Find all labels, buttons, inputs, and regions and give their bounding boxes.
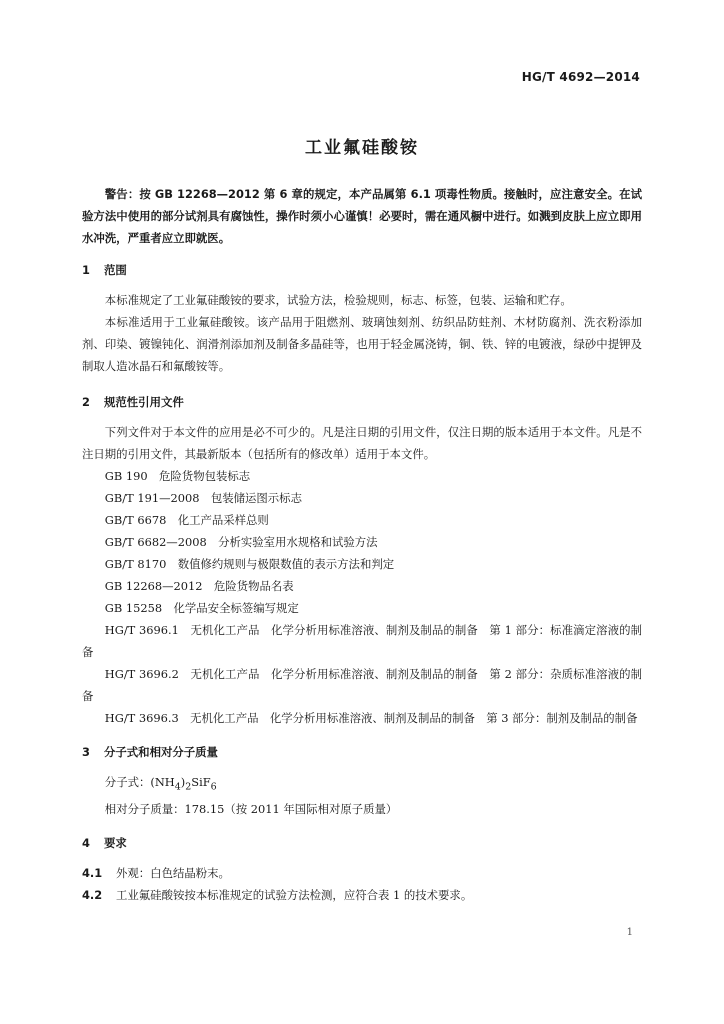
clause-number: 4.1 [82, 866, 103, 881]
section-title: 规范性引用文件 [104, 395, 184, 409]
section-title: 范围 [104, 263, 127, 277]
section-number: 1 [82, 263, 90, 277]
clause-4-2 [82, 884, 642, 906]
reference-item: GB/T 8170 数值修约规则与极限数值的表示方法和判定 [104, 557, 395, 571]
reference-item: HG/T 3696.2 无机化工产品 化学分析用标准溶液、制剂及制品的制备 第 2 部分：杂质标准溶液的制备 [82, 667, 642, 703]
section-3-heading [82, 741, 642, 763]
warning-paragraph: 警告：按 GB 12268—2012 第 6 章的规定，本产品属第 6.1 项毒性物质。接触时，应注意安全。在试验方法中使用的部分试剂具有腐蚀性，操作时须小心谨慎！必要时，需在通风橱中进行。如溅到皮肤上应立即用水冲洗，严重者应立即就医。 [82, 187, 642, 245]
formula-label: 分子式： [104, 775, 151, 789]
clause-number: 4.2 [82, 888, 103, 903]
reference-item: GB 15258 化学品安全标签编写规定 [104, 601, 299, 615]
section-title: 分子式和相对分子质量 [104, 745, 218, 759]
section-title: 要求 [104, 836, 127, 851]
section-number: 4 [82, 836, 90, 851]
molecular-mass: 相对分子质量：178.15（按 2011 年国际相对原子质量） [104, 802, 398, 817]
reference-item: GB/T 191—2008 包装储运图示标志 [104, 491, 302, 505]
reference-item: HG/T 3696.1 无机化工产品 化学分析用标准溶液、制剂及制品的制备 第 1 部分：标准滴定溶液的制备 [82, 623, 642, 659]
section-2-heading [82, 391, 642, 413]
reference-item: HG/T 3696.3 无机化工产品 化学分析用标准溶液、制剂及制品的制备 第 3 部分：制剂及制品的制备 [104, 711, 638, 725]
reference-item: GB 12268—2012 危险货物品名表 [104, 579, 294, 593]
clause-4-1 [82, 862, 642, 884]
molecular-formula: 分子式：$(NH_4)_2SiF_6$ [104, 775, 217, 793]
section-1-heading [82, 259, 642, 281]
reference-item: GB/T 6682—2008 分析实验室用水规格和试验方法 [104, 535, 378, 549]
section-number: 3 [82, 745, 90, 759]
scope-paragraph-2: 本标准适用于工业氟硅酸铵。该产品用于阻燃剂、玻璃蚀刻剂、纺织品防蛀剂、木材防腐剂、洗衣粉添加剂、印染、镀镍钝化、润滑剂添加剂及制备多晶硅等，也用于轻金属浇铸，铜、铁、锌的电镀液，绿砂中提钾及制取人造冰晶石和氟酸铵等。 [82, 315, 642, 373]
page-number: 1 [626, 927, 633, 938]
clause-text: 工业氟硅酸铵按本标准规定的试验方法检测，应符合表 1 的技术要求。 [116, 888, 473, 903]
scope-paragraph-1: 本标准规定了工业氟硅酸铵的要求，试验方法，检验规则，标志、标签，包装、运输和贮存。 [104, 293, 572, 307]
reference-item: GB 190 危险货物包装标志 [104, 469, 251, 483]
section-number: 2 [82, 395, 90, 409]
reference-item: GB/T 6678 化工产品采样总则 [104, 513, 269, 527]
section-4-heading [82, 832, 642, 854]
standard-code: HG/T 4692—2014 [521, 70, 640, 84]
clause-text: 外观：白色结晶粉末。 [116, 866, 230, 881]
references-intro: 下列文件对于本文件的应用是必不可少的。凡是注日期的引用文件，仅注日期的版本适用于本文件。凡是不注日期的引用文件，其最新版本（包括所有的修改单）适用于本文件。 [82, 425, 642, 461]
document-title: 工业氟硅酸铵 [305, 138, 419, 158]
document-body [82, 183, 642, 906]
